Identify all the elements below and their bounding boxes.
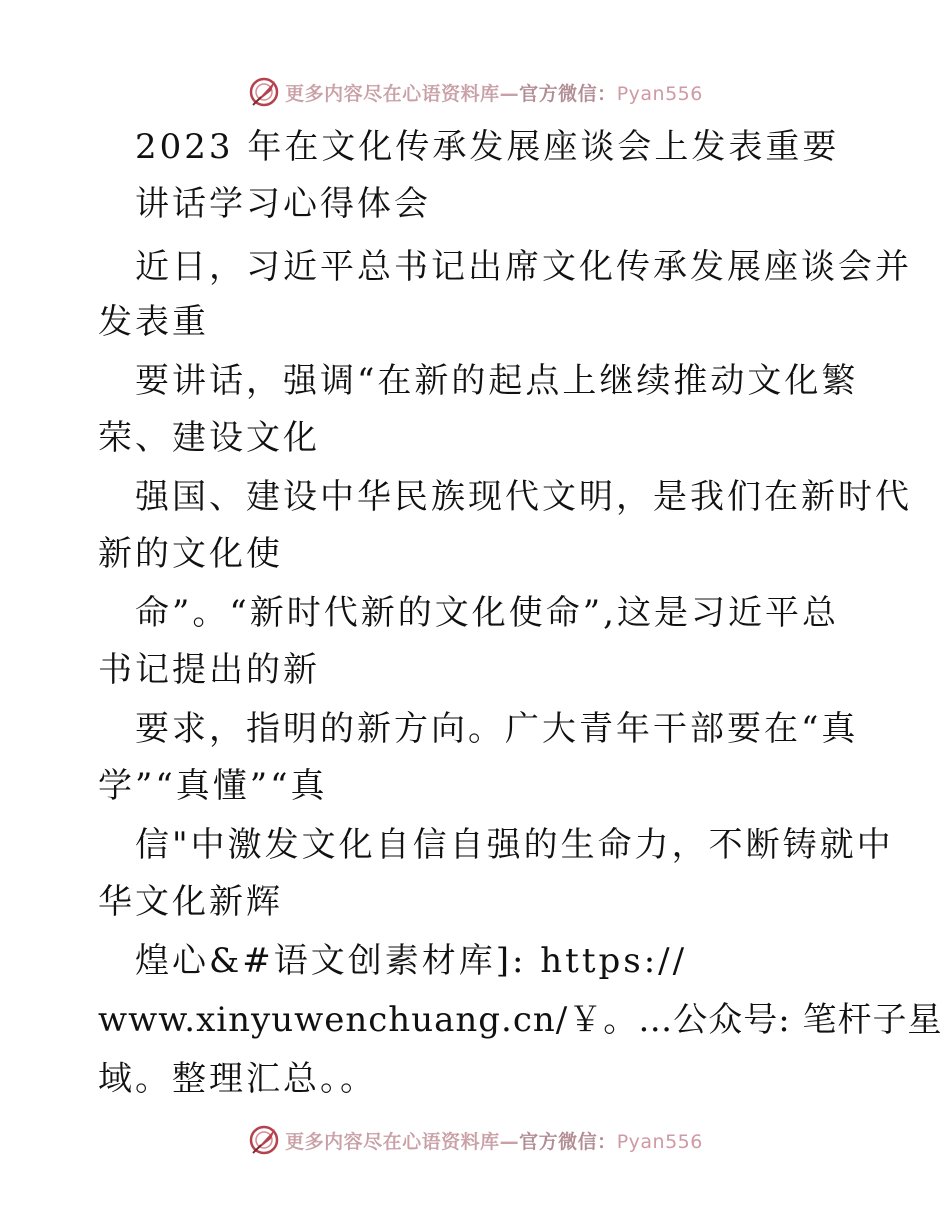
paragraph-line: 命”。“新时代新的文化使命”,这是习近平总: [135, 593, 839, 633]
paragraph-line: 新的文化使: [98, 534, 283, 574]
watermark-dash: —: [499, 82, 520, 105]
quill-logo-icon: [247, 75, 281, 109]
footer-watermark: [0, 1120, 950, 1160]
paragraph-line: 近日，习近平总书记出席文化传承发展座谈会并: [135, 247, 912, 287]
paragraph-line: 要求，指明的新方向。广大青年干部要在“真: [135, 709, 859, 749]
paragraph-line: 发表重: [98, 302, 209, 342]
watermark-label: 官方微信：: [519, 82, 617, 105]
header-watermark: [0, 72, 950, 112]
paragraph-line: 信"中激发文化自信自强的生命力，不断铸就中: [135, 825, 894, 865]
quill-logo-icon: [247, 1123, 281, 1157]
paragraph-line: 域。整理汇总。。: [98, 1059, 377, 1099]
watermark-dash: —: [499, 1130, 520, 1153]
watermark-main-text: 更多内容尽在心语资料库: [285, 82, 500, 105]
paragraph-line: 强国、建设中华民族现代文明，是我们在新时代: [135, 477, 912, 517]
document-title-line-2: 讲话学习心得体会: [135, 184, 431, 224]
watermark-label: 官方微信：: [519, 1130, 617, 1153]
watermark-wechat-id: Pyan556: [616, 82, 703, 105]
document-title-line-1: 2023 年在文化传承发展座谈会上发表重要: [135, 127, 840, 167]
paragraph-line: 要讲话，强调“在新的起点上继续推动文化繁: [135, 361, 859, 401]
watermark-wechat-id: Pyan556: [616, 1130, 703, 1153]
paragraph-line: 华文化新辉: [98, 882, 283, 922]
watermark-main-text: 更多内容尽在心语资料库: [285, 1130, 500, 1153]
paragraph-line: 煌心&#语文创素材库]: https://: [135, 941, 688, 981]
paragraph-line: www.xinyuwenchuang.cn/￥。…公众号: 笔杆子星: [98, 1000, 943, 1040]
paragraph-line: 书记提出的新: [98, 650, 320, 690]
paragraph-line: 学”“真懂”“真: [98, 766, 328, 806]
paragraph-line: 荣、建设文化: [98, 418, 320, 458]
